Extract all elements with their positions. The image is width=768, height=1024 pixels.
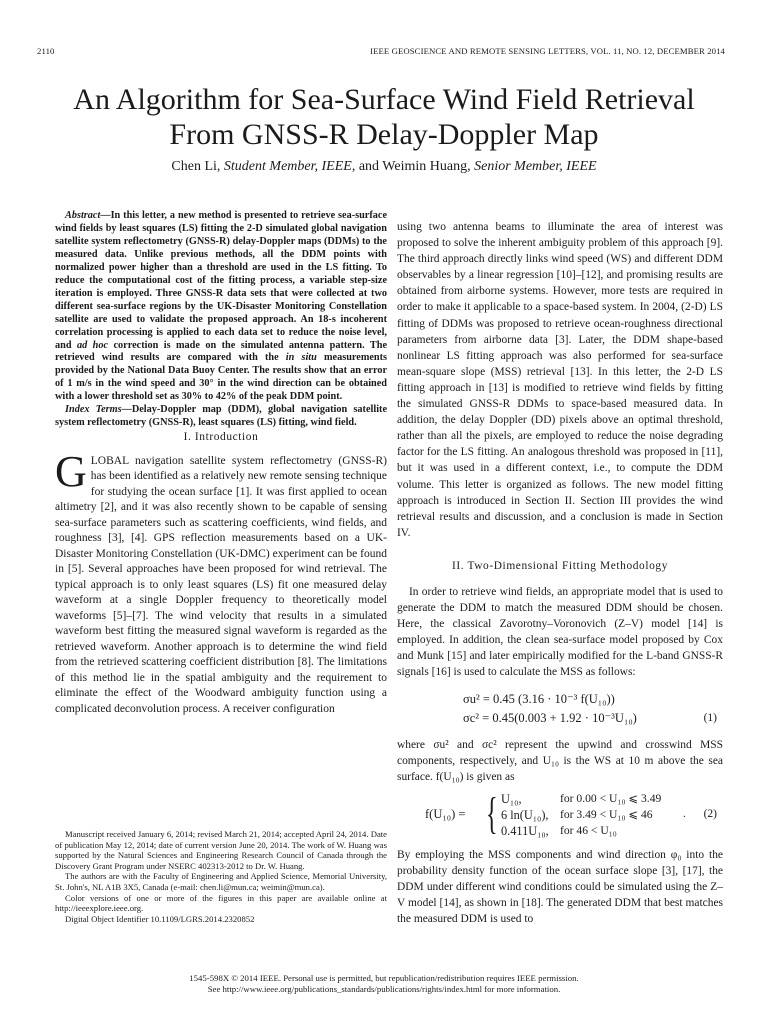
footnote-manuscript: Manuscript received January 6, 2014; revised March 21, 2014; accepted April 24, 2014. Date of publication May 12, 2014; date of current version June 20, 2014. The work of W. Huang was supported by the Natural Sciences and Engineering Research Council of Canada through the Discovery Grant Program under NSERC 402313-2012 to Dr. W. Huang. [55, 829, 387, 871]
footnote-color: Color versions of one or more of the figures in this paper are available online at http://ieeexplore.ieee.org. [55, 892, 387, 914]
author-1-role: Student Member, IEEE [223, 159, 352, 174]
right-column [397, 219, 723, 927]
section-2-heading: II. Two-Dimensional Fitting Methodology [451, 559, 669, 572]
equation-2-cond-3: for 46 < U₁₀ [560, 823, 617, 837]
equation-2-number: (2) [703, 807, 717, 820]
equation-2-brace: { [486, 788, 498, 838]
drop-cap: G [55, 446, 87, 496]
equation-2-case-1: U₁₀, [501, 791, 522, 806]
abstract [55, 210, 387, 404]
title-line-2: From GNSS-R Delay-Doppler Map [169, 118, 599, 151]
page-number: 2110 [37, 46, 55, 56]
left-column [55, 210, 387, 717]
paragraph-1: using two antenna beams to illuminate the area of interest was proposed to solve the inherent ambiguity problem of this approach [9]. The third approach directly links wind speed (WS) and different DDM observables by a linear regression [10]–[12], and promising results are obtained from airborne systems. However, more tests are required in order to make it applicable to a space-based system. In 2004, (2-D) LS fitting of DDMs was proposed to retrieve ocean-roughness directional parameters from airborne data [3]. Later, the DDM shape-based nonlinear LS fitting approach was also performed for sea-surface mean-square slope (MSS) retrieval [13]. In this letter, the 2-D LS fitting approach in [13] is modified to retrieve wind fields by fitting the simulated GNSS-R DDMs to space-based measured data. In addition, the delay Doppler (DD) pixels above an optimal threshold, rather than all the pixels, are employed to reduce the noise degrading factor for the LS fitting. An analogous threshold was proposed in [11], but it was used in a different context, i.e., to compute the DDM volume. This letter is organized as follows. The new model fitting approach is introduced in Section II. Section III provides the wind retrieval results and discussion, and a conclusion is made in Section IV. [397, 221, 723, 539]
abstract-italic-2: in situ [285, 352, 317, 364]
equation-2-lhs: f(U₁₀) = [425, 806, 466, 821]
equation-1-number: (1) [703, 711, 717, 724]
equation-1-line-1: σu² = 0.45 (3.16 · 10⁻³ f(U₁₀)) [463, 691, 615, 706]
journal-citation: IEEE GEOSCIENCE AND REMOTE SENSING LETTERS, VOL. 11, NO. 12, DECEMBER 2014 [370, 46, 725, 56]
copyright-notice [30, 973, 738, 995]
abstract-text-2: correction is made on the simulated antenna pattern. The retrieved wind results are compared with the [55, 339, 388, 364]
equation-2 [397, 788, 723, 839]
equation-2-case-3: 0.411U₁₀, [501, 823, 549, 838]
section-1-heading: I. Introduction [183, 431, 259, 444]
footnote-doi: Digital Object Identifier 10.1109/LGRS.2014.2320852 [65, 913, 255, 924]
index-terms [55, 404, 387, 430]
footnotes [55, 829, 387, 924]
abstract-label: Abstract [65, 210, 101, 221]
equation-1-line-2: σc² = 0.45(0.003 + 1.92 · 10⁻³U₁₀) [463, 710, 637, 725]
equation-2-case-2: 6 ln(U₁₀), [501, 807, 549, 822]
abstract-italic-1: ad hoc [76, 339, 109, 351]
copyright-line-1: 1545-598X © 2014 IEEE. Personal use is permitted, but republication/redistribution requires IEEE permission. [189, 973, 579, 983]
equation-1 [397, 689, 723, 729]
intro-paragraph [55, 446, 387, 718]
abstract-text-1: —In this letter, a new method is presented to retrieve sea-surface wind fields by least squares (LS) fitting the 2-D simulated global navigation satellite system reflectometry (GNSS-R) delay-Doppler maps (DDMs) to the measured data. Unlike previous methods, all the DDM points with normalized power higher than a threshold are used in the LS fitting. To reduce the computational cost of the fitting process, a variable step-size iteration is employed. Three GNSS-R data sets that were collected at two different sea-surface regions by the UK-Disaster Monitoring Constellation satellite are used to validate the proposed approach. An 18-s incoherent correlation processing is applied to each data set to reduce the noise level, and [55, 210, 387, 351]
title-line-1: An Algorithm for Sea-Surface Wind Field Retrieval [73, 83, 695, 116]
index-terms-text: —Delay-Doppler map (DDM), global navigation satellite system reflectometry (GNSS-R), least squares (LS) fitting, wind field. [55, 404, 388, 429]
paragraph-2: In order to retrieve wind fields, an appropriate model that is used to generate the DDM to match the measured DDM should be chosen. Here, the classical Zavorotny–Voronovich (Z–V) model [14] is employed. In addition, the clean sea-surface model proposed by Cox and Munk [15] and later empirically modified for the L-band GNSS-R signals [16] is used to calculate the MSS as follows: [397, 585, 723, 679]
intro-text: LOBAL navigation satellite system reflectometry (GNSS-R) has been identified as a relatively new remote sensing technique for studying the ocean surface [1]. It was first applied to ocean altimetry [2], and it was also recently shown to be capable of sensing sea-surface parameters such as scattering coefficients, wind fields, and roughness [3], [4]. GPS reflection measurements based on a UK-Disaster Monitoring Constellation (UK-DMC) experiment can be found in [5]. Several approaches have been proposed for wind retrieval. The typical approach is to only least squares (LS) fit one measured delay waveform at a single Doppler frequency to theoretically model waveforms [5]–[7]. The wind velocity that results in a simulated waveform best fitting the measured signal waveform is regarded as the retrieved waveform. Another approach is to determine the wind field from the retrieved scattering coefficient distribution [8]. The limitations of this method lie in the spatial ambiguity and the requirement to eliminate the effect of the Woodward ambiguity function using a complicated deconvolution process. A receiver configuration [55, 454, 387, 715]
equation-2-period: . [683, 807, 686, 820]
equation-2-cond-1: for 0.00 < U₁₀ ⩽ 3.49 [560, 791, 662, 805]
paper-title [30, 82, 738, 152]
copyright-line-2: See http://www.ieee.org/publications_standards/publications/rights/index.html for more information. [207, 984, 561, 994]
author-1-name: Chen Li, [171, 159, 224, 174]
author-separator: , and Weimin Huang, [351, 159, 475, 174]
author-2-role: Senior Member, IEEE [474, 159, 597, 174]
paragraph-3: where σu² and σc² represent the upwind and crosswind MSS components, respectively, and U₁₀ is the WS at 10 m above the sea surface. f(U₁₀) is given as [397, 738, 723, 783]
abstract-text-3: measurements provided by the National Data Buoy Center. The results show that an error of 1 m/s in the wind speed and 30° in the wind direction can be obtained with a lower threshold set as 30% to 42% of the peak DDM point. [55, 352, 388, 403]
running-header [37, 46, 725, 60]
equation-2-cond-2: for 3.49 < U₁₀ ⩽ 46 [560, 807, 653, 821]
footnote-affiliation: The authors are with the Faculty of Engineering and Applied Science, Memorial University, St. John's, NL A1B 3X5, Canada (e-mail: chen.li@mun.ca; weimin@mun.ca). [55, 871, 387, 892]
paragraph-4: By employing the MSS components and wind direction φ₀ into the probability density function of the ocean surface slope [3], [17], the DDM under different wind conditions could be simulated using the Z–V model [14], as shown in [18]. The generated DDM that best matches the measured DDM is used to [397, 848, 723, 926]
index-terms-label: Index Terms [65, 404, 122, 416]
author-line [30, 158, 738, 176]
